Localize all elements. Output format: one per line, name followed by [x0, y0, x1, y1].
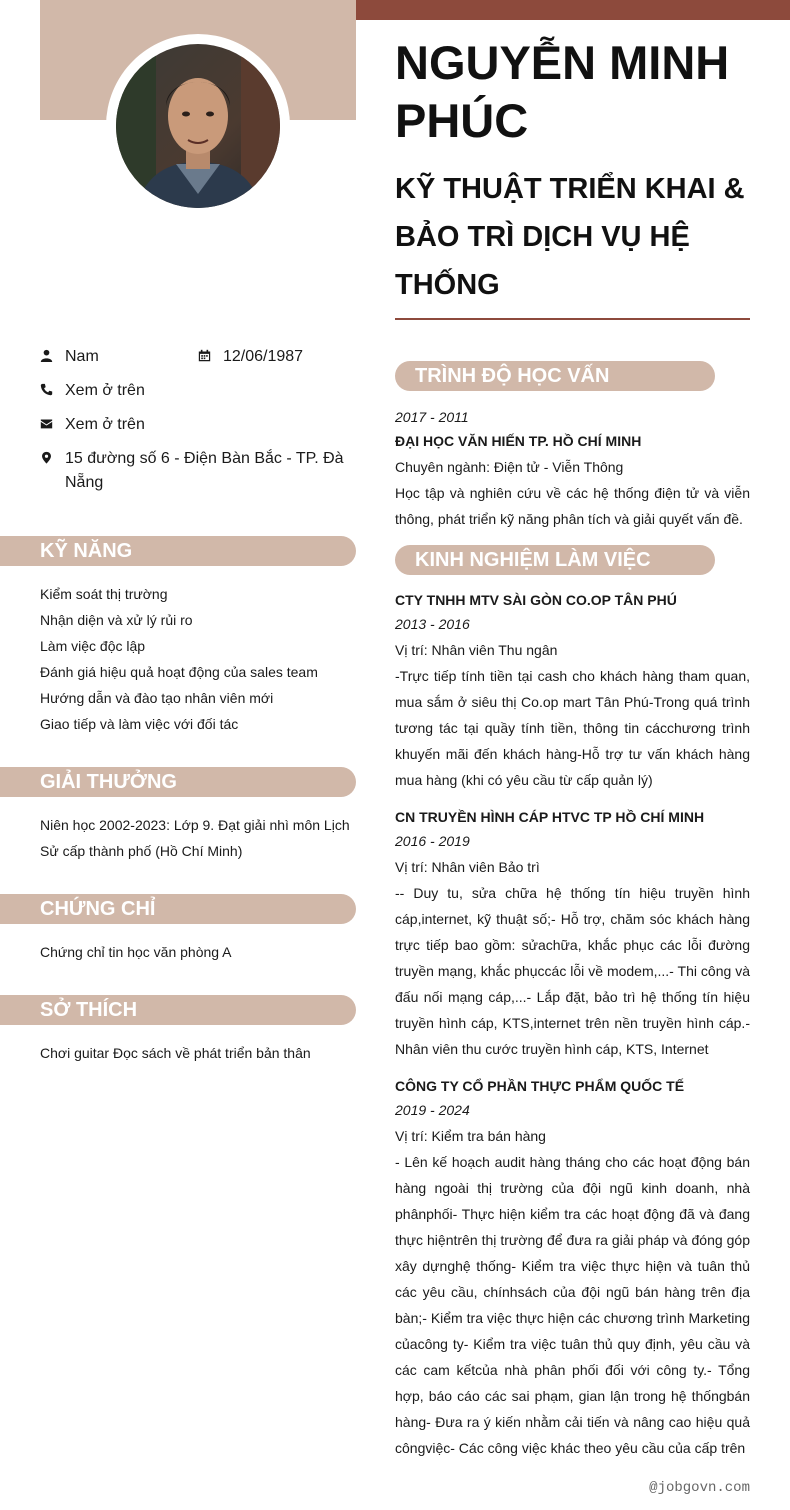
skill-item: Hướng dẫn và đào tạo nhân viên mới [40, 690, 274, 706]
gender-value: Nam [65, 348, 99, 365]
top-accent-bar [356, 0, 790, 20]
job-date: 2019 - 2024 [395, 1102, 470, 1118]
job-description: -- Duy tu, sửa chữa hệ thống tín hiệu truyền hình cáp,internet, kỹ thuật số;- Hỗ trợ, chăm sóc khách hàng trực tiếp bao gồm: sửachữa, khắc phục các lỗi đường truyền mạng, khắc phụccác lỗi về modem,...- Thi công và đấu nối mạng cáp,...- Lắp đặt, bảo trì hệ thống tín hiệu truyền hình cáp, KTS,internet trên nền truyền hình cáp.- Nhân viên thu cước truyền hình cáp, KTS, Internet [395, 885, 750, 1057]
phone-icon [40, 379, 65, 403]
skill-item: Nhận diện và xử lý rủi ro [40, 612, 193, 628]
hobbies-heading: SỞ THÍCH [0, 995, 356, 1025]
education-entry [395, 405, 750, 532]
birthdate-row [198, 345, 358, 369]
company-name: CTY TNHH MTV SÀI GÒN CO.OP TÂN PHÚ [395, 592, 677, 608]
skills-heading: KỸ NĂNG [0, 536, 356, 566]
address-value: 15 đường số 6 - Điện Bàn Bắc - TP. Đà Nẵng [65, 450, 344, 491]
job-date: 2016 - 2019 [395, 833, 470, 849]
title-divider [395, 318, 750, 320]
job-title: KỸ THUẬT TRIỂN KHAI & BẢO TRÌ DỊCH VỤ HỆ THỐNG [395, 173, 745, 301]
footer-watermark: @jobgovn.com [649, 1480, 750, 1496]
candidate-name: NGUYỄN MINH PHÚC [395, 36, 730, 147]
company-name: CÔNG TY CỔ PHẦN THỰC PHẨM QUỐC TẾ [395, 1078, 685, 1094]
education-heading: TRÌNH ĐỘ HỌC VẤN [395, 361, 715, 391]
gender-row [40, 345, 200, 369]
awards-text: Niên học 2002-2023: Lớp 9. Đạt giải nhì môn Lịch Sử cấp thành phố (Hồ Chí Minh) [40, 817, 350, 859]
education-description: Học tập và nghiên cứu về các hệ thống điện tử và viễn thông, phát triển kỹ năng phân tích và giải quyết vấn đề. [395, 485, 750, 527]
education-major: Chuyên ngành: Điện tử - Viễn Thông [395, 459, 624, 475]
skill-item: Đánh giá hiệu quả hoạt động của sales team [40, 664, 318, 680]
skill-item: Kiểm soát thị trường [40, 586, 168, 602]
user-icon [40, 345, 65, 369]
phone-row [40, 379, 355, 403]
phone-value: Xem ở trên [65, 382, 145, 399]
certificates-text: Chứng chỉ tin học văn phòng A [40, 944, 232, 960]
experience-heading: KINH NGHIỆM LÀM VIỆC [395, 545, 715, 575]
skill-item: Làm việc độc lập [40, 638, 146, 654]
job-description: -Trực tiếp tính tiền tại cash cho khách hàng tham quan, mua sắm ở siêu thị Co.op mart Tân Phú-Trong quá trình tương tác tại quầy tính tiền, thông tin cácchương trình khuyến mãi đến khách hàng-Hỗ trợ tư vấn khách hàng mua hàng (khi có yêu cầu từ cấp quản lý) [395, 668, 750, 788]
profile-photo [116, 44, 280, 208]
job-entry [395, 805, 750, 1062]
job-position: Vị trí: Nhân viên Thu ngân [395, 642, 558, 658]
hobbies-text: Chơi guitar Đọc sách về phát triển bản thân [40, 1045, 311, 1061]
birthdate-value: 12/06/1987 [223, 348, 304, 365]
job-description: - Lên kế hoạch audit hàng tháng cho các hoạt động bán hàng ngoài thị trường của đội ngũ kinh doanh, nhà phânphối- Thực hiện kiểm tra các hoạt động đã và đang thực hiệntrên thị trường để đưa ra giải pháp và đóng góp xây dựnghệ thống- Kiểm tra việc thực hiện và tuân thủ các yêu cầu, chínhsách của đội ngũ bán hàng trên địa bàn;- Kiểm tra việc thực hiện các chương trình Marketing củacông ty- Kiểm tra việc tuân thủ quy định, yêu cầu và các cam kếtcủa nhà phân phối đối với công ty.- Tổng hợp, báo cáo các sai phạm, gian lận trong hệ thốngbán hàng- Đưa ra ý kiến nhằm cải tiến và nâng cao hiệu quả côngviệc- Các công việc khác theo yêu cầu của cấp trên [395, 1154, 750, 1456]
email-value: Xem ở trên [65, 416, 145, 433]
job-entry [395, 588, 750, 793]
awards-heading: GIẢI THƯỞNG [0, 767, 356, 797]
job-position: Vị trí: Nhân viên Bảo trì [395, 859, 540, 875]
job-date: 2013 - 2016 [395, 616, 470, 632]
location-icon [40, 447, 65, 495]
school-name: ĐẠI HỌC VĂN HIẾN TP. HỒ CHÍ MINH [395, 433, 642, 449]
skills-list [40, 581, 355, 737]
job-entry [395, 1074, 750, 1461]
calendar-icon [198, 345, 223, 369]
company-name: CN TRUYỀN HÌNH CÁP HTVC TP HỒ CHÍ MINH [395, 809, 705, 825]
email-row [40, 413, 355, 437]
job-position: Vị trí: Kiểm tra bán hàng [395, 1128, 546, 1144]
certificates-heading: CHỨNG CHỈ [0, 894, 356, 924]
skill-item: Giao tiếp và làm việc với đối tác [40, 716, 239, 732]
avatar [106, 34, 290, 218]
email-icon [40, 413, 65, 437]
address-row [40, 447, 355, 495]
education-date: 2017 - 2011 [395, 409, 469, 425]
